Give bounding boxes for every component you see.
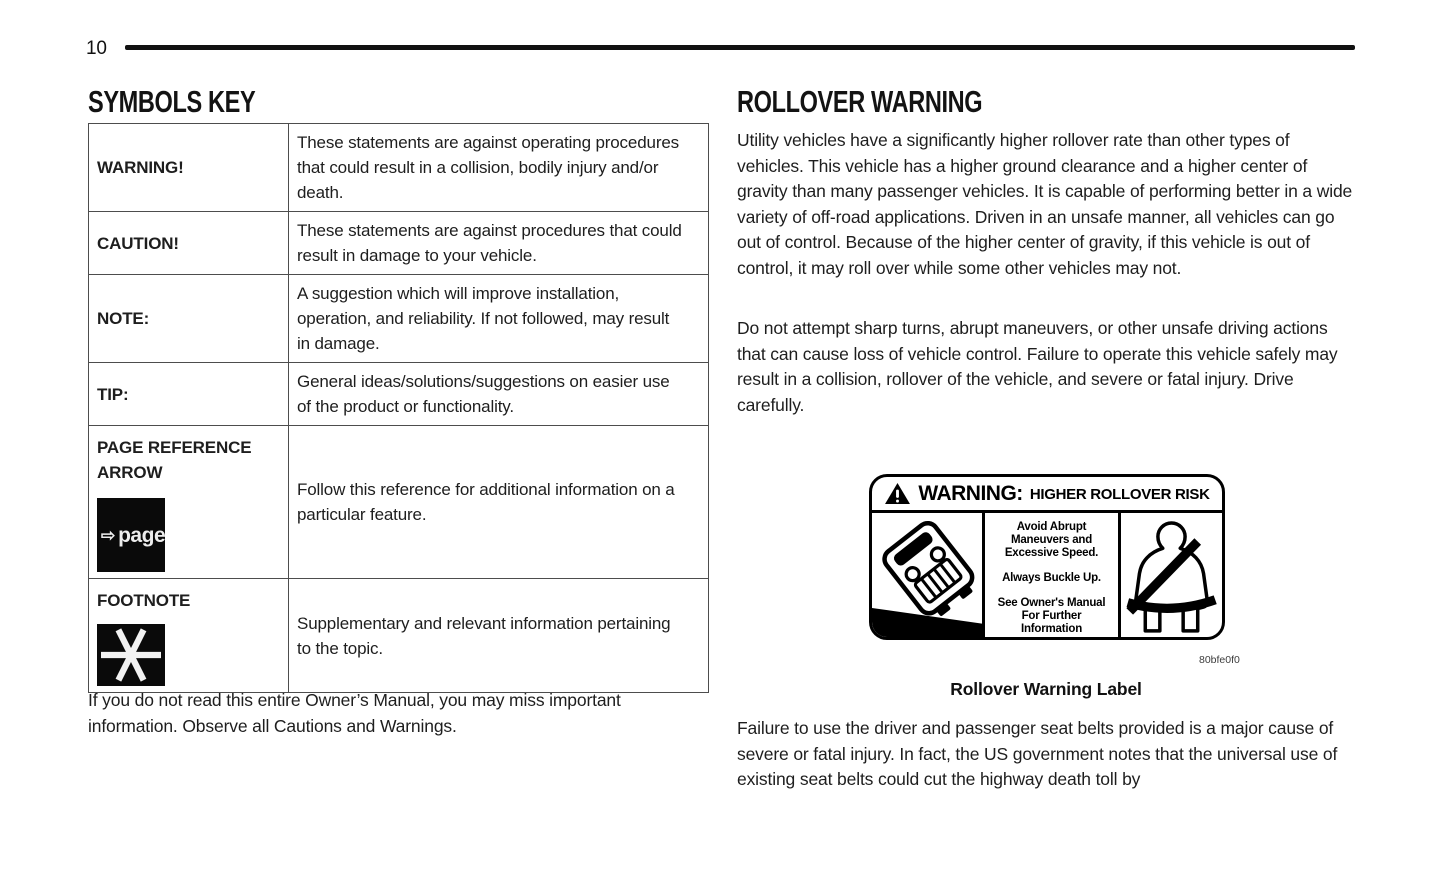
table-row	[89, 275, 709, 363]
table-row	[89, 579, 709, 693]
description-note: A suggestion which will improve installation, operation, and reliability. If not followed, may result in damage.	[289, 275, 709, 363]
table-row	[89, 212, 709, 275]
symbols-key-table	[88, 123, 709, 693]
footnote-asterisk-icon	[97, 624, 165, 686]
description-footnote: Supplementary and relevant information pertaining to the topic.	[289, 579, 709, 693]
label-line-3: See Owner's Manual For Further Information	[997, 597, 1106, 635]
page-reference-arrow-icon	[97, 498, 165, 572]
tilted-vehicle-icon	[872, 513, 985, 637]
table-row	[89, 426, 709, 579]
header-rule	[125, 45, 1355, 50]
description-page-reference-arrow: Follow this reference for additional information on a particular feature.	[289, 426, 709, 579]
term-note: NOTE:	[89, 275, 289, 363]
rightwards-arrow-icon: ⇨	[101, 525, 116, 545]
label-part-code: 80bfe0f0	[1199, 654, 1240, 666]
label-line-2: Always Buckle Up.	[1002, 572, 1101, 584]
rollover-warning-heading: ROLLOVER WARNING	[737, 84, 983, 119]
rollover-paragraph-1: Utility vehicles have a significantly higher rollover rate than other types of vehicles. This vehicle has a higher ground clearance and a higher center of gravity than many passenger vehicles. It is capable of performing better in a wide variety of off-road applications. Driven in an unsafe manner, all vehicles can go out of control. Because of the higher center of gravity, if this vehicle is out of control, it may roll over while some other vehicles may not.	[737, 130, 1353, 278]
table-row	[89, 363, 709, 426]
label-warning-word: WARNING:	[918, 481, 1023, 505]
rollover-warning-label	[869, 474, 1225, 640]
label-body	[872, 513, 1222, 637]
page-word: page	[118, 523, 165, 547]
term-warning: WARNING!	[89, 124, 289, 212]
seat-belt-icon-panel	[1118, 513, 1222, 637]
warning-triangle-icon	[884, 482, 911, 505]
rollover-car-icon	[872, 513, 985, 637]
label-risk-text: HIGHER ROLLOVER RISK	[1029, 486, 1210, 503]
term-footnote	[89, 579, 289, 693]
seat-belt-paragraph: Failure to use the driver and passenger seat belts provided is a major cause of severe or fatal injury. In fact, the US government notes that the universal use of existing seat belts could cut the highway death toll by	[737, 718, 1338, 789]
label-line-1: Avoid Abrupt Maneuvers and Excessive Speed.	[1004, 521, 1099, 559]
buckled-person-icon	[1121, 513, 1222, 637]
label-caption: Rollover Warning Label	[950, 679, 1142, 699]
term-label: PAGE REFERENCE ARROW	[97, 438, 252, 482]
owners-manual-note: If you do not read this entire Owner’s Manual, you may miss important information. Observe all Cautions and Warnings.	[88, 690, 621, 736]
term-page-reference-arrow	[89, 426, 289, 579]
term-tip: TIP:	[89, 363, 289, 426]
rollover-paragraph-2: Do not attempt sharp turns, abrupt maneuvers, or other unsafe driving actions that can cause loss of vehicle control. Failure to operate this vehicle safely may result in a collision, rollover of the vehicle, and severe or fatal injury. Drive carefully.	[737, 318, 1338, 415]
label-text-panel	[985, 513, 1118, 637]
label-header	[872, 477, 1222, 513]
description-caution: These statements are against procedures that could result in damage to your vehicle.	[289, 212, 709, 275]
description-tip: General ideas/solutions/suggestions on easier use of the product or functionality.	[289, 363, 709, 426]
table-row	[89, 124, 709, 212]
symbols-key-heading: SYMBOLS KEY	[88, 84, 256, 119]
term-caution: CAUTION!	[89, 212, 289, 275]
asterisk-icon	[98, 625, 164, 685]
description-warning: These statements are against operating procedures that could result in a collision, bodily injury and/or death.	[289, 124, 709, 212]
page-number: 10	[86, 38, 107, 59]
term-label: FOOTNOTE	[97, 591, 191, 610]
